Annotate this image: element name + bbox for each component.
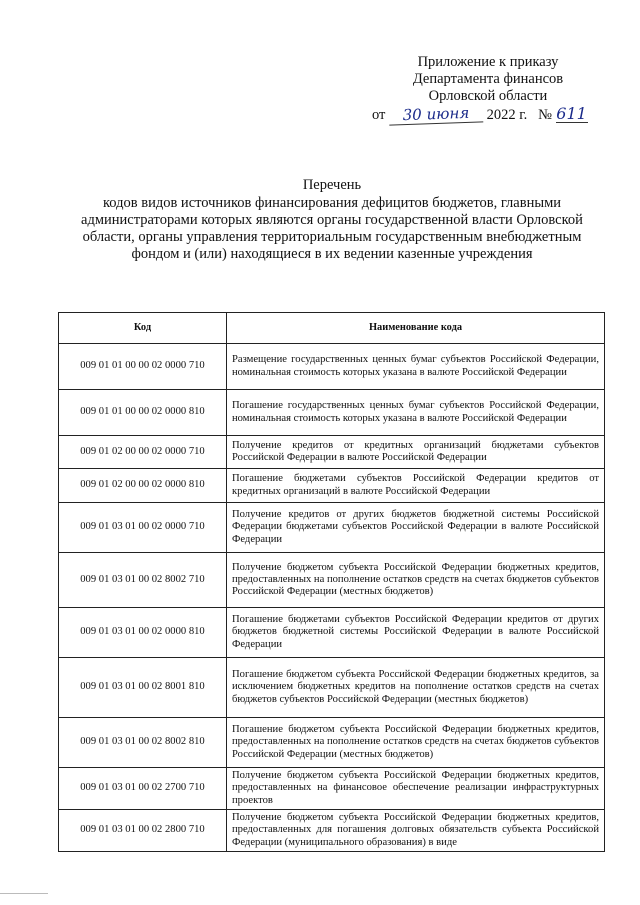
- page-edge-mark: [0, 893, 48, 894]
- table-row: [59, 503, 605, 553]
- table-row: [59, 608, 605, 658]
- table-row: [59, 810, 605, 852]
- table-row: [59, 553, 605, 608]
- document-title: [62, 177, 602, 263]
- row-code: 009 01 03 01 00 02 2700 710: [59, 768, 227, 810]
- table-row: [59, 768, 605, 810]
- row-code: 009 01 03 01 00 02 0000 810: [59, 608, 227, 658]
- row-code: 009 01 03 01 00 02 0000 710: [59, 503, 227, 553]
- header-code: Код: [59, 313, 227, 344]
- row-name: Погашение бюджетами субъектов Российской Федерации кредитов от других бюджетов бюджетной системы Российской Федерации в валюте Российской Федерации: [227, 608, 605, 658]
- row-code: 009 01 03 01 00 02 2800 710: [59, 810, 227, 852]
- header-name: Наименование кода: [227, 313, 605, 344]
- row-code: 009 01 03 01 00 02 8001 810: [59, 658, 227, 718]
- title-body: кодов видов источников финансирования дефицитов бюджетов, главными администраторами которых являются органы государственной власти Орловской области, органы управления территориальным государственным внебюджетным фондом и (или) находящиеся в их ведении казенные учреждения: [81, 195, 583, 262]
- handwritten-number: 611: [556, 104, 587, 123]
- handwritten-date: 30 июня: [389, 104, 484, 125]
- row-code: 009 01 01 00 00 02 0000 710: [59, 344, 227, 390]
- table-row: [59, 344, 605, 390]
- row-code: 009 01 02 00 00 02 0000 710: [59, 436, 227, 469]
- row-name: Получение бюджетом субъекта Российской Федерации бюджетных кредитов, предоставленных для погашения долговых обязательств субъекта Российской Федерации (муниципального образования) в виде: [227, 810, 605, 852]
- row-name: Погашение государственных ценных бумаг субъектов Российской Федерации, номинальная стоимость которых указана в валюте Российской Федерации: [227, 390, 605, 436]
- table-row: [59, 469, 605, 503]
- table-row: [59, 436, 605, 469]
- row-name: Получение бюджетом субъекта Российской Федерации бюджетных кредитов, предоставленных на пополнение остатков средств на счетах бюджетов субъектов Российской Федерации (местных бюджетов): [227, 553, 605, 608]
- date-prefix: от: [372, 107, 386, 123]
- codes-table: [58, 312, 605, 852]
- row-name: Размещение государственных ценных бумаг субъектов Российской Федерации, номинальная стоимость которых указана в валюте Российской Федерации: [227, 344, 605, 390]
- row-code: 009 01 03 01 00 02 8002 710: [59, 553, 227, 608]
- appendix-line-1: Приложение к приказу: [417, 54, 559, 70]
- row-code: 009 01 01 00 00 02 0000 810: [59, 390, 227, 436]
- row-code: 009 01 02 00 00 02 0000 810: [59, 469, 227, 503]
- row-name: Получение кредитов от других бюджетов бюджетной системы Российской Федерации бюджетами субъектов Российской Федерации в валюте Российской Федерации: [227, 503, 605, 553]
- appendix-block: [368, 54, 608, 124]
- row-name: Погашение бюджетами субъектов Российской Федерации кредитов от кредитных организаций в валюте Российской Федерации: [227, 469, 605, 503]
- appendix-line-2: Департамента финансов: [412, 71, 564, 87]
- row-name: Погашение бюджетом субъекта Российской Федерации бюджетных кредитов, за исключением бюджетных кредитов на пополнение остатков средств на счетах бюджетов субъектов Российской Федерации (местных бюджетов): [227, 658, 605, 718]
- row-name: Погашение бюджетом субъекта Российской Федерации бюджетных кредитов, предоставленных на пополнение остатков средств на счетах бюджетов субъектов Российской Федерации (местных бюджетов): [227, 718, 605, 768]
- table-row: [59, 390, 605, 436]
- table-row: [59, 718, 605, 768]
- table-header-row: [59, 313, 605, 344]
- order-date-line: [368, 105, 608, 124]
- title-heading: Перечень: [302, 177, 362, 193]
- appendix-line-3: Орловской области: [428, 88, 548, 104]
- row-name: Получение бюджетом субъекта Российской Федерации бюджетных кредитов, предоставленных на финансовое обеспечение реализации инфраструктурных проектов: [227, 768, 605, 810]
- number-prefix: №: [538, 107, 552, 123]
- row-name: Получение кредитов от кредитных организаций бюджетами субъектов Российской Федерации в валюте Российской Федерации: [227, 436, 605, 469]
- table-row: [59, 658, 605, 718]
- row-code: 009 01 03 01 00 02 8002 810: [59, 718, 227, 768]
- order-year: 2022 г.: [486, 107, 528, 123]
